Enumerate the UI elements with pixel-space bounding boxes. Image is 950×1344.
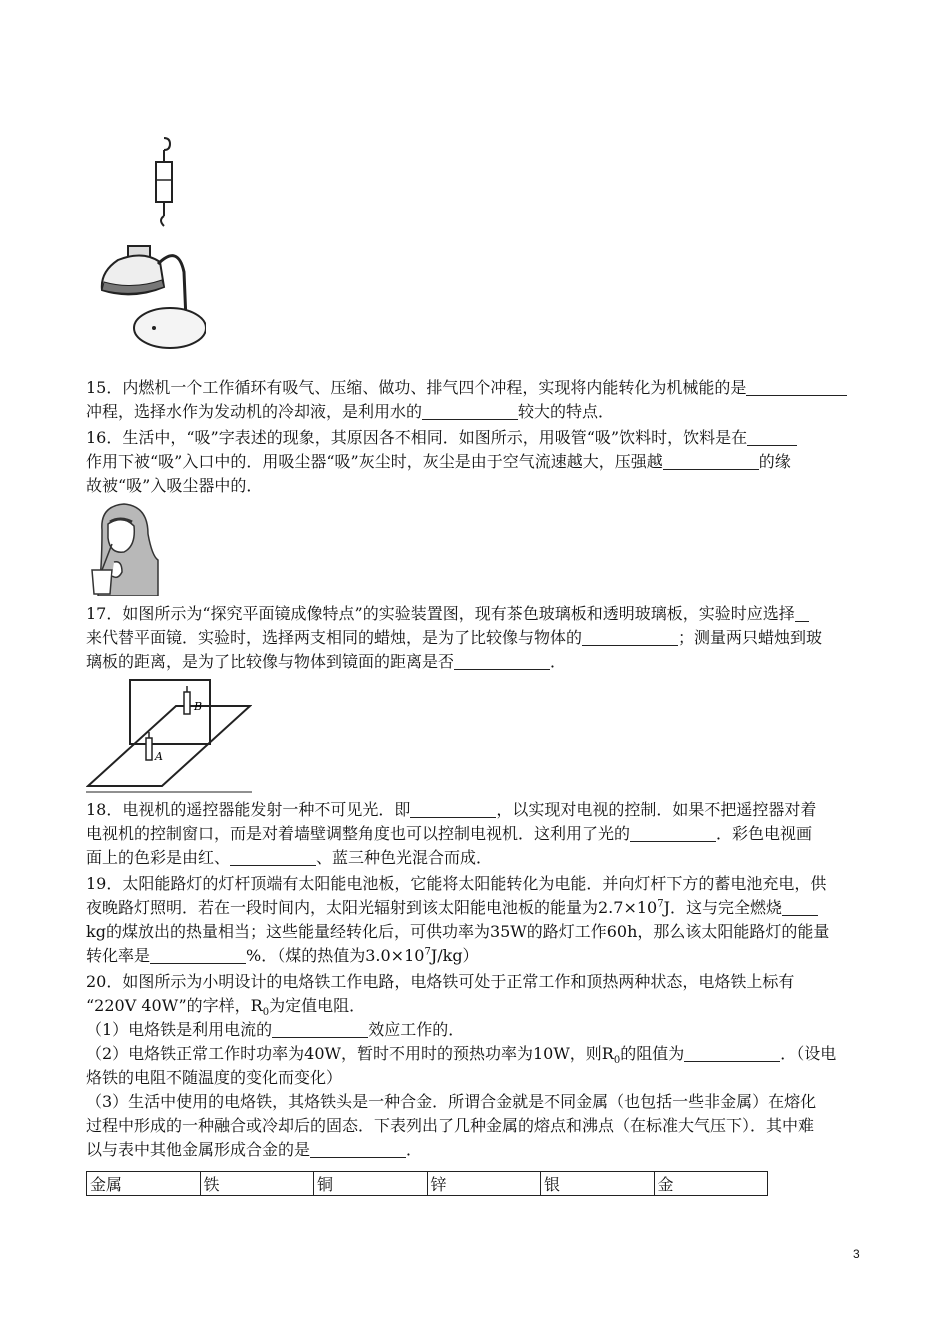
q17-blank-2 [582,629,678,646]
q18-line3b: 、蓝三种色光混合而成． [316,848,493,867]
question-18 [86,798,868,870]
q18-blank-3 [230,849,316,866]
plane-mirror-figure [86,676,252,794]
q17-line3b: ． [550,652,567,671]
q17-line3a: 璃板的距离，是为了比较像与物体到镜面的距离是否 [86,652,455,671]
drinking-straw-figure [88,500,160,596]
q20-line2b: 为定值电阻． [269,996,366,1015]
q19-line3a: kg的煤放出的热量相当；这些能量经转化后，可供功率为35W的路灯工作60h，那么该太阳能路灯的能量 [86,922,830,941]
q20-blank-1 [272,1021,368,1038]
q17-line2b: ；测量两只蜡烛到玻 [678,628,823,647]
table-cell-zinc: 锌 [427,1172,541,1196]
q17-blank-1 [795,605,809,622]
q20-part2d: 烙铁的电阻不随温度的变化而变化） [86,1068,343,1087]
q20-part1a: （1）电烙铁是利用电流的 [86,1020,273,1039]
label-a: A [155,750,163,763]
table-row [87,1172,768,1196]
q15-blank-2 [422,403,518,420]
q20-part3c: 以与表中其他金属形成合金的是 [86,1140,311,1159]
q18-line2a: 电视机的控制窗口，而是对着墙壁调整角度也可以控制电视机．这利用了光的 [86,824,631,843]
question-16 [86,426,868,498]
table-cell-copper: 铜 [314,1172,428,1196]
q20-part2c: ．（设电 [780,1044,837,1063]
table-cell-iron: 铁 [200,1172,314,1196]
q16-line3: 故被“吸”入吸尘器中的． [86,476,263,495]
table-cell-gold: 金 [654,1172,768,1196]
q19-line4-exponent: 7 [424,946,431,958]
q20-blank-2 [684,1045,780,1062]
q19-line4b: %．（煤的热值为3.0×10 [246,946,425,965]
q15-line2a: 冲程，选择水作为发动机的冷却液，是利用水的 [86,402,423,421]
q20-part2a: （2）电烙铁正常工作时功率为40W，暂时不用时的预热功率为10W，则R [86,1044,614,1063]
q18-blank-2 [630,825,716,842]
q15-blank-1 [746,379,847,396]
q20-part2b: 的阻值为 [620,1044,685,1063]
q16-blank-1 [747,429,797,446]
q20-part1b: 效应工作的． [368,1020,465,1039]
q19-line1: 19．太阳能路灯的灯杆顶端有太阳能电池板，它能将太阳能转化为电能．并向灯杆下方的蓄电池充电，供 [86,874,827,893]
q16-line1a: 16．生活中，“吸”字表述的现象，其原因各不相同．如图所示，用吸管“吸”饮料时，饮料是在 [86,428,748,447]
q19-blank-1 [782,899,818,916]
question-19 [86,872,868,968]
q18-blank-1 [410,801,496,818]
q20-part2-subscript: 0 [613,1055,621,1067]
q18-line1b: ，以实现对电视的控制．如果不把遥控器对着 [496,800,817,819]
q16-line2a: 作用下被“吸”入口中的．用吸尘器“吸”灰尘时，灰尘是由于空气流速越大，压强越 [86,452,663,471]
page-number: 3 [853,1247,860,1261]
spring-scale-lamp-figure [88,132,206,357]
question-20 [86,970,868,1162]
q19-line2b: J．这与完全燃烧 [663,898,783,917]
q20-part3d: ． [406,1140,423,1159]
question-15 [86,376,868,424]
q19-line4a: 转化率是 [86,946,151,965]
q17-line2a: 来代替平面镜．实验时，选择两支相同的蜡烛，是为了比较像与物体的 [86,628,583,647]
q16-line2b: 的缘 [758,452,791,471]
label-b: B [194,700,203,713]
q20-part3a: （3）生活中使用的电烙铁，其烙铁头是一种合金．所谓合金就是不同金属（也包括一些非金属）在熔化 [86,1092,817,1111]
q19-line2a: 夜晚路灯照明．若在一段时间内，太阳光辐射到该太阳能电池板的能量为2.7×10 [86,898,658,917]
question-17 [86,602,868,674]
q19-blank-2 [150,947,246,964]
table-cell-metal: 金属 [87,1172,201,1196]
q15-line2b: 较大的特点． [518,402,615,421]
q18-line3a: 面上的色彩是由红、 [86,848,231,867]
q16-blank-2 [663,453,759,470]
q20-line1: 20．如图所示为小明设计的电烙铁工作电路，电烙铁可处于正常工作和顶热两种状态，电烙铁上标有 [86,972,795,991]
q17-line1a: 17．如图所示为“探究平面镜成像特点”的实验装置图，现有茶色玻璃板和透明玻璃板，实验时应选择 [86,604,795,623]
table-cell-silver: 银 [541,1172,655,1196]
q20-line2a: “220V 40W”的字样，R [86,996,263,1015]
q20-line2-subscript: 0 [262,1007,270,1019]
q17-blank-3 [454,653,550,670]
q20-part3b: 过程中形成的一种融合或冷却后的固态．下表列出了几种金属的熔点和沸点（在标准大气压下）．其中难 [86,1116,815,1135]
q18-line2b: ．彩色电视画 [716,824,813,843]
q18-line1a: 18．电视机的遥控器能发射一种不可见光．即 [86,800,411,819]
q19-line2-exponent: 7 [657,898,664,910]
q15-line1: 15．内燃机一个工作循环有吸气、压缩、做功、排气四个冲程，实现将内能转化为机械能的是 [86,378,747,397]
metals-table [86,1171,768,1196]
q20-blank-3 [310,1141,406,1158]
q19-line4c: J/kg） [430,946,479,965]
